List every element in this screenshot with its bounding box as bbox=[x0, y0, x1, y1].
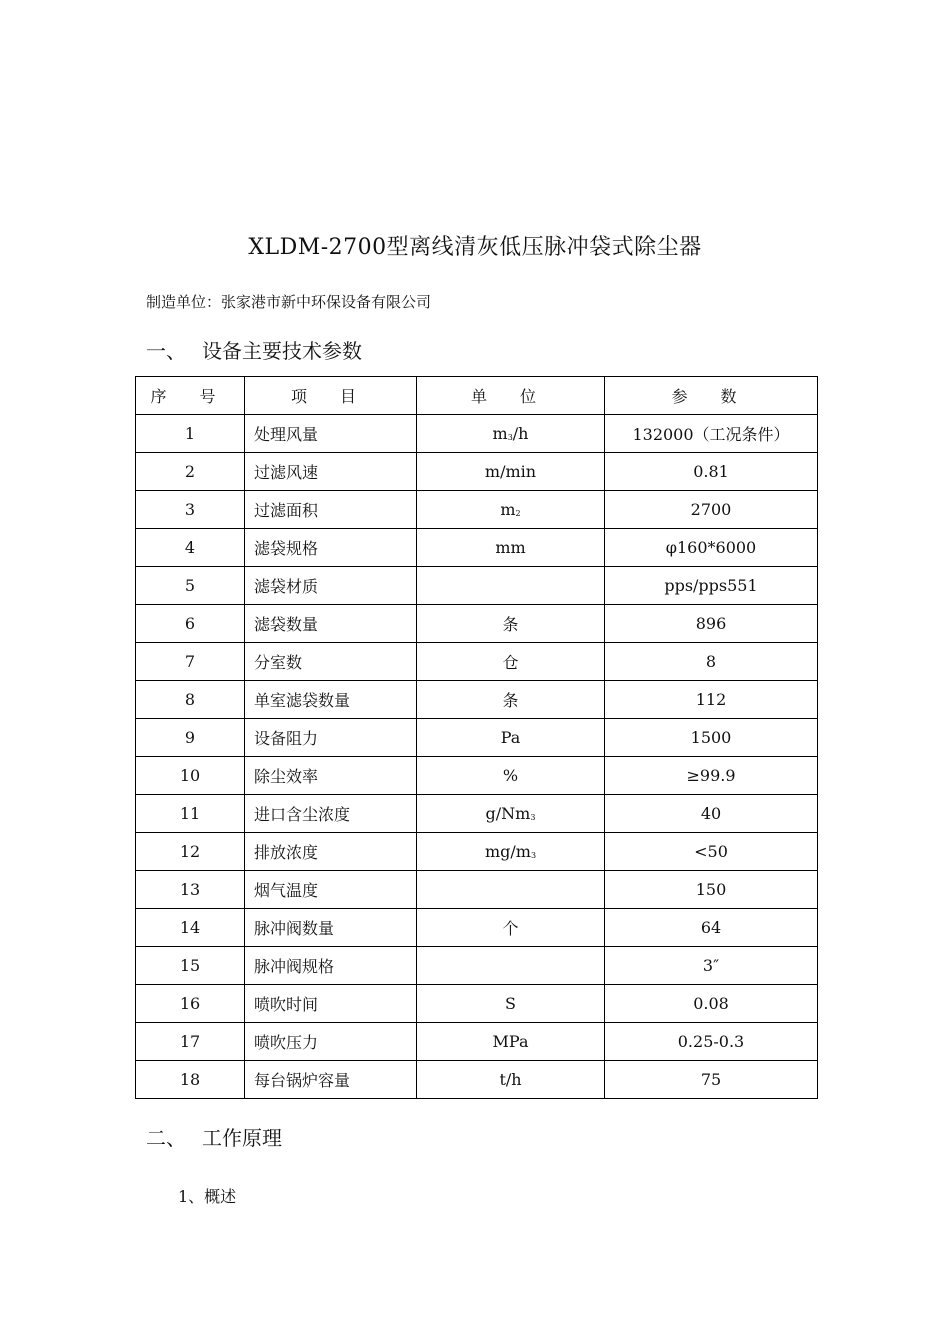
row-value: 0.81 bbox=[605, 453, 818, 491]
row-item: 滤袋材质 bbox=[245, 567, 417, 605]
row-unit: 条 bbox=[417, 605, 605, 643]
row-value: 896 bbox=[605, 605, 818, 643]
row-unit: m/min bbox=[417, 453, 605, 491]
parameters-table bbox=[135, 376, 818, 1099]
table-row bbox=[136, 681, 818, 719]
row-value: 64 bbox=[605, 909, 818, 947]
row-number: 11 bbox=[136, 795, 245, 833]
table-row bbox=[136, 643, 818, 681]
row-item: 喷吹时间 bbox=[245, 985, 417, 1023]
header-no: 序 号 bbox=[136, 377, 245, 415]
row-unit: mg/m3 bbox=[417, 833, 605, 871]
row-number: 2 bbox=[136, 453, 245, 491]
row-value: 0.25-0.3 bbox=[605, 1023, 818, 1061]
subsection-heading: 1、概述 bbox=[178, 1187, 237, 1206]
section-number: 二、 bbox=[146, 1126, 186, 1150]
row-item: 排放浓度 bbox=[245, 833, 417, 871]
row-number: 18 bbox=[136, 1061, 245, 1099]
row-value: 0.08 bbox=[605, 985, 818, 1023]
row-item: 进口含尘浓度 bbox=[245, 795, 417, 833]
row-number: 6 bbox=[136, 605, 245, 643]
row-number: 12 bbox=[136, 833, 245, 871]
row-unit: MPa bbox=[417, 1023, 605, 1061]
row-value: 112 bbox=[605, 681, 818, 719]
row-number: 8 bbox=[136, 681, 245, 719]
row-value: 150 bbox=[605, 871, 818, 909]
row-number: 1 bbox=[136, 415, 245, 453]
section-heading-1 bbox=[146, 335, 362, 364]
row-item: 脉冲阀规格 bbox=[245, 947, 417, 985]
header-item: 项 目 bbox=[245, 377, 417, 415]
row-unit: m2 bbox=[417, 491, 605, 529]
row-item: 喷吹压力 bbox=[245, 1023, 417, 1061]
section-title: 设备主要技术参数 bbox=[202, 339, 362, 363]
table-body bbox=[136, 415, 818, 1099]
row-unit: 条 bbox=[417, 681, 605, 719]
row-item: 每台锅炉容量 bbox=[245, 1061, 417, 1099]
table-row bbox=[136, 947, 818, 985]
table-row bbox=[136, 529, 818, 567]
row-number: 4 bbox=[136, 529, 245, 567]
document-title: XLDM-2700型离线清灰低压脉冲袋式除尘器 bbox=[248, 235, 702, 260]
row-value: 75 bbox=[605, 1061, 818, 1099]
row-unit: 仓 bbox=[417, 643, 605, 681]
row-unit: S bbox=[417, 985, 605, 1023]
table-row bbox=[136, 605, 818, 643]
row-item: 过滤风速 bbox=[245, 453, 417, 491]
table-row bbox=[136, 453, 818, 491]
row-item: 单室滤袋数量 bbox=[245, 681, 417, 719]
section-title: 工作原理 bbox=[202, 1126, 282, 1150]
section-number: 一、 bbox=[146, 339, 186, 363]
row-number: 3 bbox=[136, 491, 245, 529]
row-unit bbox=[417, 567, 605, 605]
row-number: 5 bbox=[136, 567, 245, 605]
row-unit: m3/h bbox=[417, 415, 605, 453]
row-value: pps/pps551 bbox=[605, 567, 818, 605]
row-number: 17 bbox=[136, 1023, 245, 1061]
row-item: 滤袋数量 bbox=[245, 605, 417, 643]
row-value: 1500 bbox=[605, 719, 818, 757]
row-item: 滤袋规格 bbox=[245, 529, 417, 567]
row-value: 40 bbox=[605, 795, 818, 833]
row-number: 14 bbox=[136, 909, 245, 947]
row-item: 过滤面积 bbox=[245, 491, 417, 529]
table-row bbox=[136, 1061, 818, 1099]
row-item: 处理风量 bbox=[245, 415, 417, 453]
table-row bbox=[136, 719, 818, 757]
row-item: 烟气温度 bbox=[245, 871, 417, 909]
table-header-row bbox=[136, 377, 818, 415]
row-value: ≥99.9 bbox=[605, 757, 818, 795]
table-row bbox=[136, 871, 818, 909]
header-unit: 单 位 bbox=[417, 377, 605, 415]
table-row bbox=[136, 1023, 818, 1061]
row-value: <50 bbox=[605, 833, 818, 871]
header-value: 参 数 bbox=[605, 377, 818, 415]
row-unit: g/Nm3 bbox=[417, 795, 605, 833]
row-value: 3″ bbox=[605, 947, 818, 985]
row-unit: % bbox=[417, 757, 605, 795]
row-unit: Pa bbox=[417, 719, 605, 757]
table-row bbox=[136, 415, 818, 453]
row-number: 9 bbox=[136, 719, 245, 757]
table-row bbox=[136, 909, 818, 947]
row-unit: mm bbox=[417, 529, 605, 567]
row-unit bbox=[417, 871, 605, 909]
row-unit: t/h bbox=[417, 1061, 605, 1099]
table-row bbox=[136, 985, 818, 1023]
table-row bbox=[136, 757, 818, 795]
row-item: 设备阻力 bbox=[245, 719, 417, 757]
row-unit: 个 bbox=[417, 909, 605, 947]
row-item: 分室数 bbox=[245, 643, 417, 681]
row-item: 除尘效率 bbox=[245, 757, 417, 795]
table-row bbox=[136, 795, 818, 833]
row-number: 15 bbox=[136, 947, 245, 985]
row-value: 132000（工况条件） bbox=[605, 415, 818, 453]
table-row bbox=[136, 567, 818, 605]
row-item: 脉冲阀数量 bbox=[245, 909, 417, 947]
table-row bbox=[136, 833, 818, 871]
row-value: 8 bbox=[605, 643, 818, 681]
row-value: φ160*6000 bbox=[605, 529, 818, 567]
manufacturer-line: 制造单位：张家港市新中环保设备有限公司 bbox=[146, 293, 432, 311]
row-number: 13 bbox=[136, 871, 245, 909]
table-row bbox=[136, 491, 818, 529]
row-unit bbox=[417, 947, 605, 985]
section-heading-2 bbox=[146, 1122, 282, 1151]
row-number: 7 bbox=[136, 643, 245, 681]
row-value: 2700 bbox=[605, 491, 818, 529]
row-number: 16 bbox=[136, 985, 245, 1023]
row-number: 10 bbox=[136, 757, 245, 795]
